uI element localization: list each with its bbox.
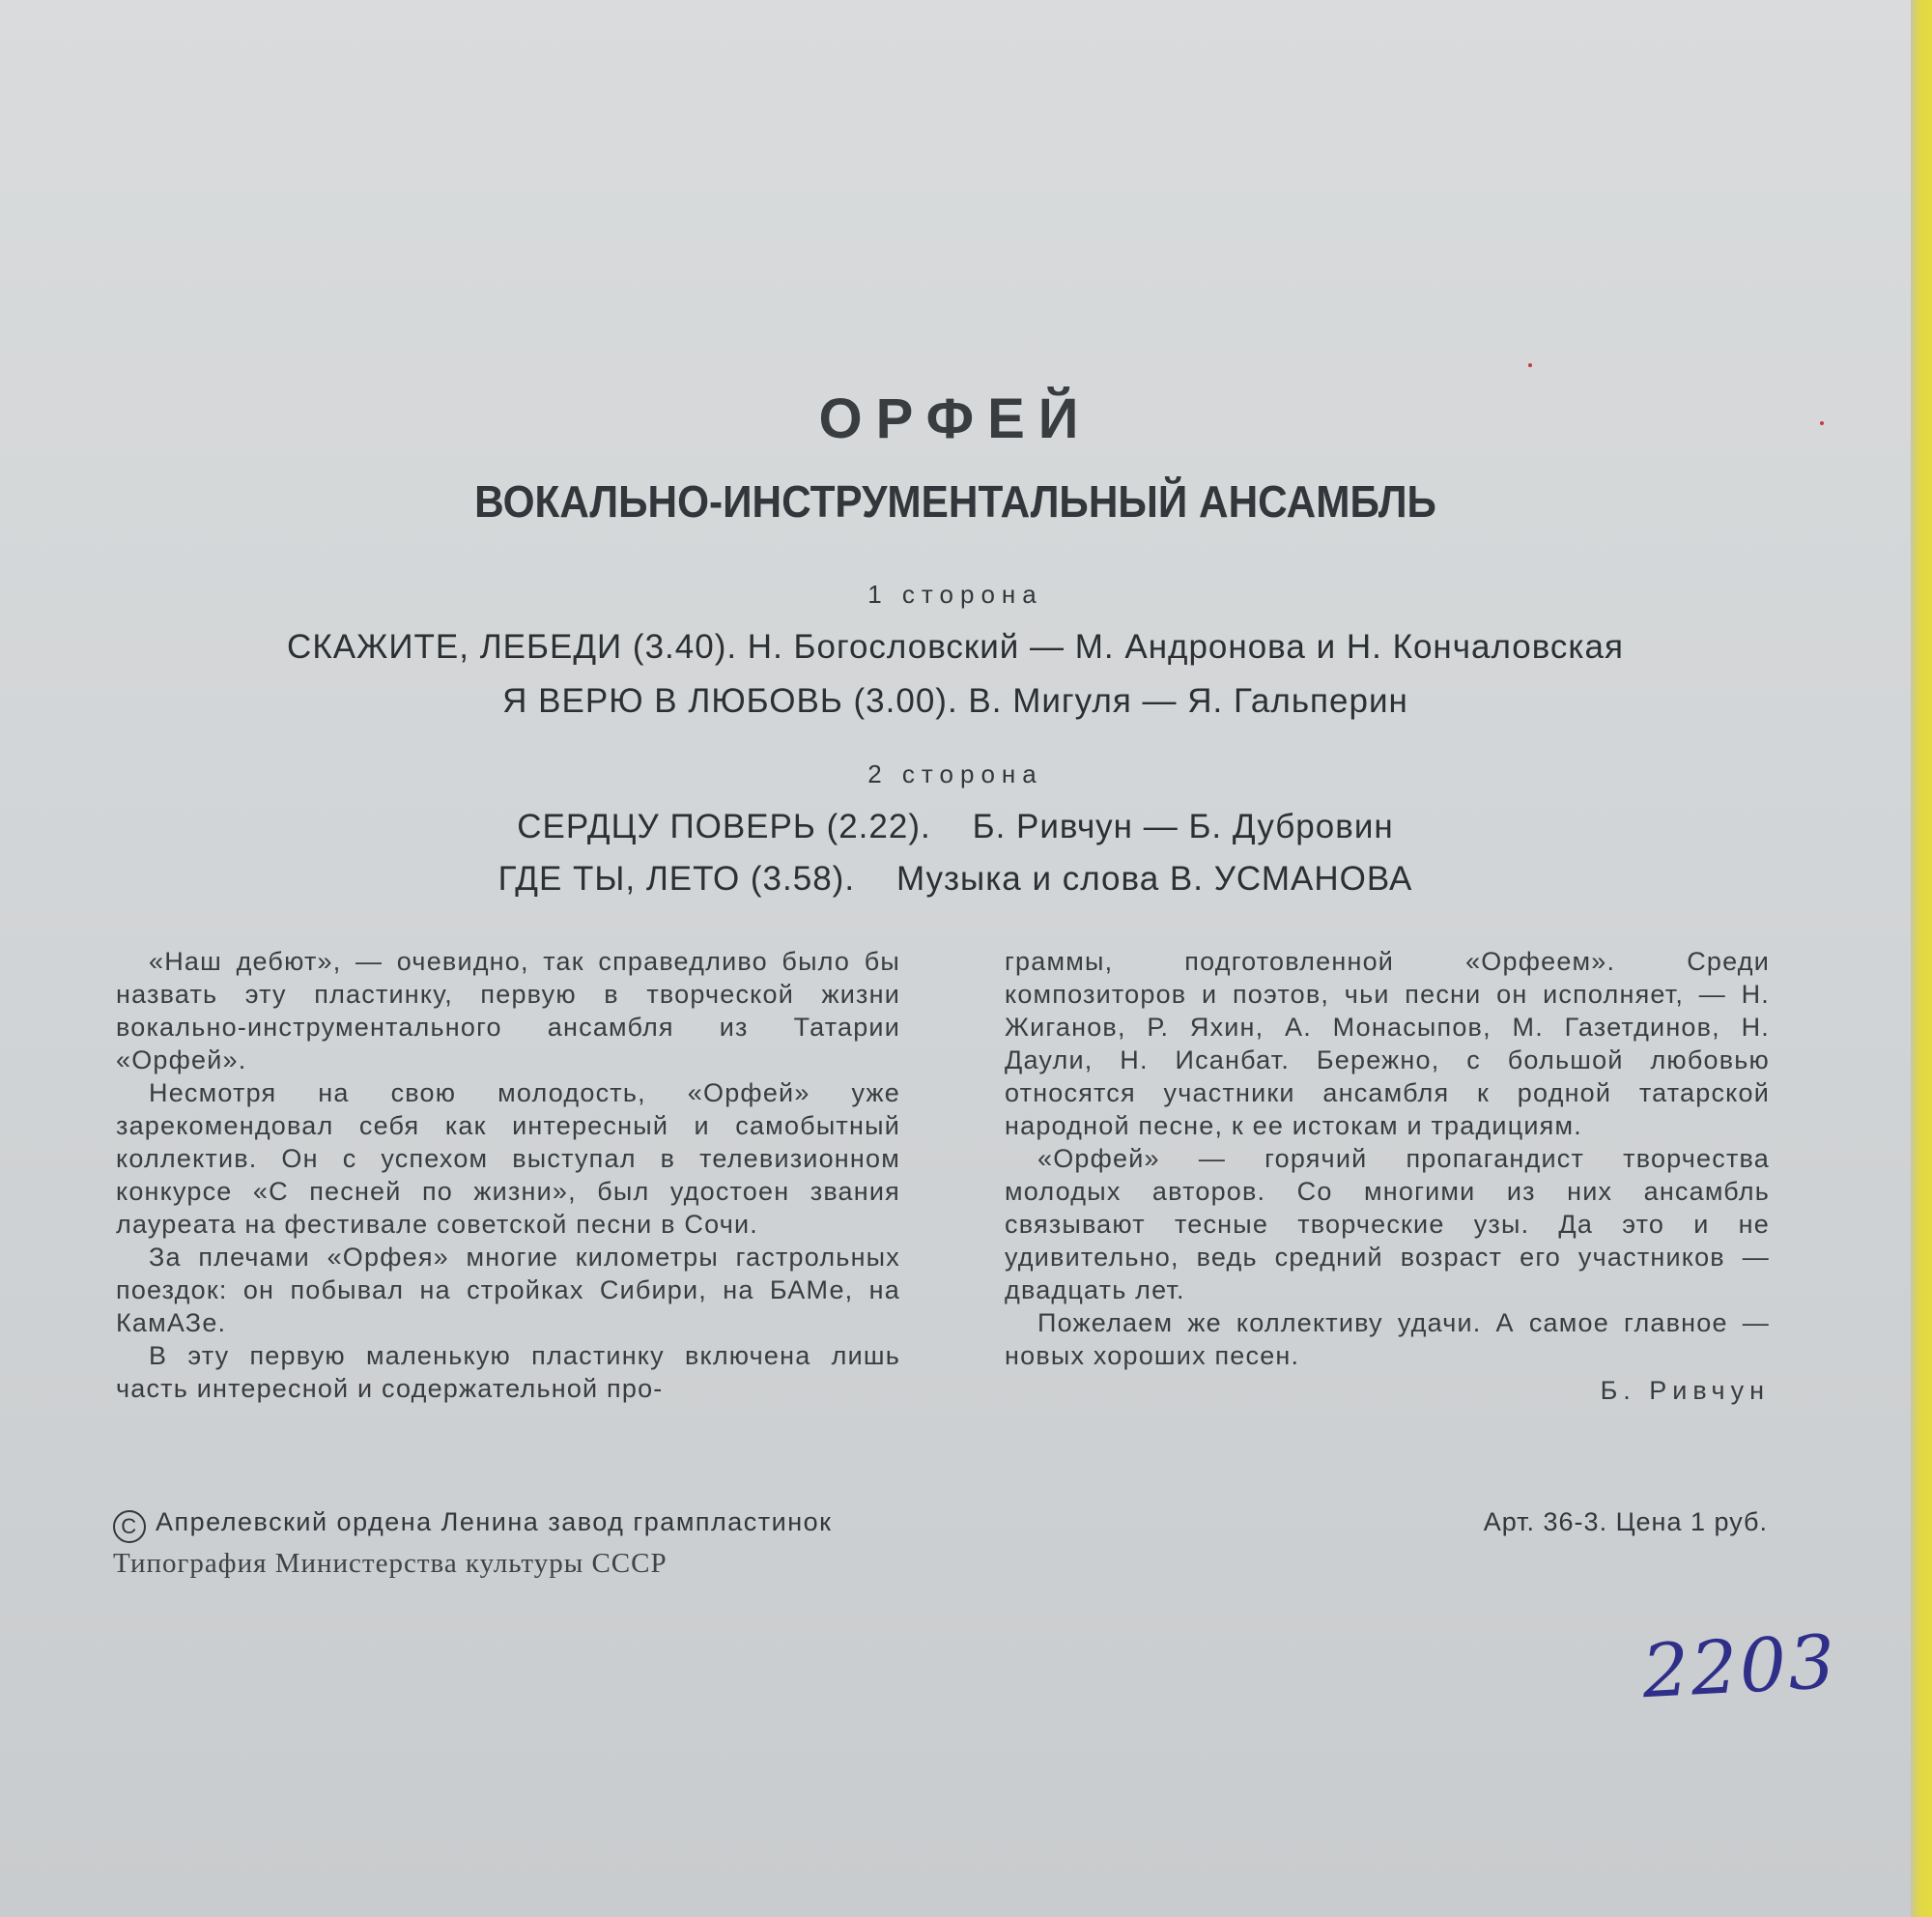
article-right-column bbox=[1005, 945, 1770, 1407]
article-paragraph: Пожелаем же коллективу удачи. А самое главное — новых хороших песен. bbox=[1005, 1308, 1770, 1370]
track-list-item: Я ВЕРЮ В ЛЮБОВЬ (3.00). В. Мигуля — Я. Гальперин bbox=[502, 682, 1408, 720]
article-paragraph: граммы, подготовленной «Орфеем». Среди композиторов и поэтов, чьи песни он исполняет, — Н. Жиганов, Р. Яхин, А. Монасыпов, М. Газетдинов, Н. Даули, Н. Исанбат. Бережно, с большой любовью относятся участники ансамбля к родной татарской народной песне, к ее истокам и традициям. bbox=[1005, 947, 1770, 1140]
article-paragraph: За плечами «Орфея» многие километры гастрольных поездок: он побывал на стройках Сибири, на БАМе, на КамАЗе. bbox=[116, 1243, 900, 1337]
side-2-label: 2 сторона bbox=[867, 759, 1043, 788]
article-paragraph: «Наш дебют», — очевидно, так справедливо было бы назвать эту пластинку, первую в творческой жизни вокально-инструментального ансамбля из Татарии «Орфей». bbox=[116, 947, 900, 1074]
author-signature: Б. Ривчун bbox=[1600, 1376, 1770, 1405]
printer-line: Типография Министерства культуры СССР bbox=[113, 1548, 668, 1579]
ink-speck bbox=[1528, 363, 1532, 367]
album-subtitle: ВОКАЛЬНО-ИНСТРУМЕНТАЛЬНЫЙ АНСАМБЛЬ bbox=[474, 476, 1436, 527]
article-paragraph: Несмотря на свою молодость, «Орфей» уже зарекомендовал себя как интересный и самобытный коллектив. Он с успехом выступал в телевизионном конкурсе «С песней по жизни», был удостоен звания лауреата на фестивале советской песни в Сочи. bbox=[116, 1078, 900, 1239]
track-list-item: СКАЖИТЕ, ЛЕБЕДИ (3.40). Н. Богословский — М. Андронова и Н. Кончаловская bbox=[287, 628, 1624, 666]
publisher-line bbox=[113, 1507, 832, 1543]
track-list-item: СЕРДЦУ ПОВЕРЬ (2.22). Б. Ривчун — Б. Дубровин bbox=[517, 808, 1394, 845]
copyright-icon: C bbox=[113, 1510, 146, 1543]
side-1-label: 1 сторона bbox=[867, 580, 1043, 609]
track-list-item: ГДЕ ТЫ, ЛЕТО (3.58). Музыка и слова В. УСМАНОВА bbox=[497, 860, 1413, 898]
handwritten-inventory-number: 2203 bbox=[1639, 1617, 1839, 1715]
publisher-name: Апрелевский ордена Ленина завод грампластинок bbox=[156, 1507, 833, 1536]
article-left-column bbox=[116, 945, 900, 1405]
article-paragraph: «Орфей» — горячий пропагандист творчества молодых авторов. Со многими из них ансамбль связывают тесные творческие узы. Да это и не удивительно, ведь средний возраст его участников — двадцать лет. bbox=[1005, 1144, 1770, 1304]
sleeve-edge bbox=[1911, 0, 1932, 1917]
album-title: ОРФЕЙ bbox=[818, 387, 1093, 450]
article-paragraph: В эту первую маленькую пластинку включена лишь часть интересной и содержательной про- bbox=[116, 1341, 900, 1403]
price-line: Арт. 36-3. Цена 1 руб. bbox=[1483, 1507, 1768, 1536]
